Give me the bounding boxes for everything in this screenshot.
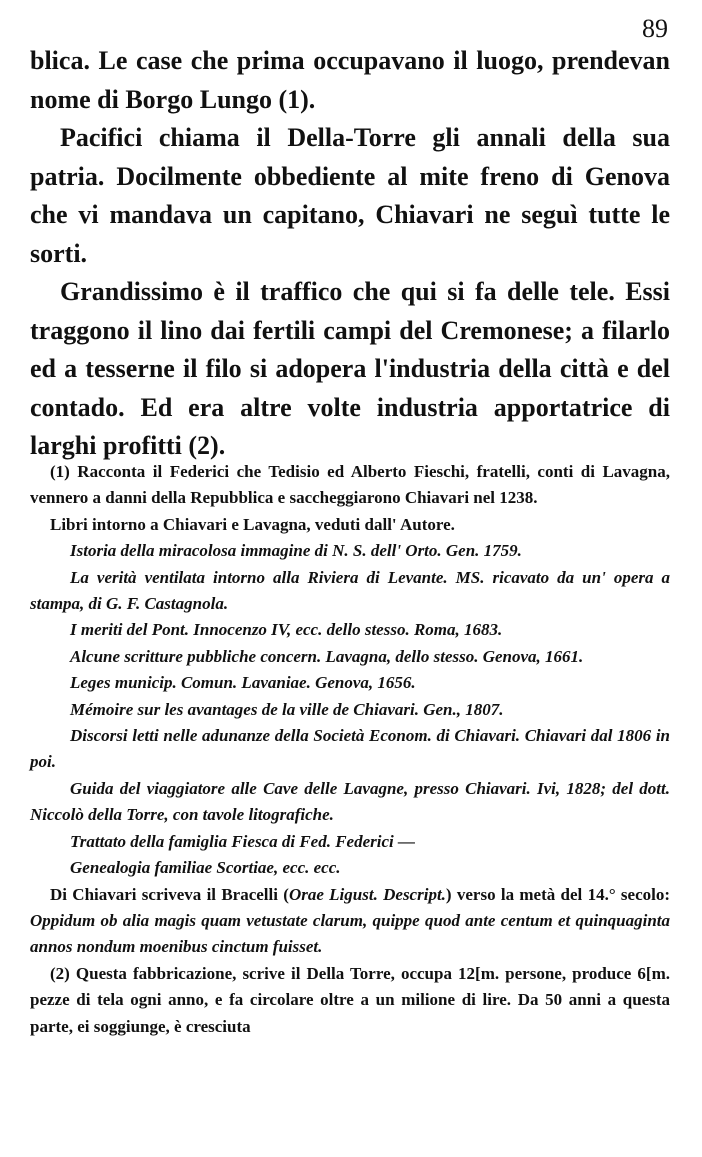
main-text [30, 42, 670, 466]
footnotes [30, 459, 670, 1040]
paragraph-2: Pacifici chiama il Della-Torre gli annali della sua patria. Docilmente obbediente al mite freno di Genova che vi mandava un capitano, Chiavari ne seguì tutte le sorti. [30, 123, 670, 268]
book-ref-7: Discorsi letti nelle adunanze della Società Econom. di Chiavari. Chiavari dal 1806 in poi. [30, 726, 670, 772]
books-heading: Libri intorno a Chiavari e Lavagna, veduti dall' Autore. [50, 514, 455, 534]
paragraph-3: Grandissimo è il traffico che qui si fa delle tele. Essi traggono il lino dai fertili campi del Cremonese; a filarlo ed a tesserne il filo si adopera l'industria della città e del contado. Ed era altre volte industria apportatrice di larghi profitti (2). [30, 277, 670, 460]
book-ref-5: Leges municip. Comun. Lavaniae. Genova, 1656. [70, 673, 416, 693]
book-ref-4: Alcune scritture pubbliche concern. Lavagna, dello stesso. Genova, 1661. [70, 646, 584, 666]
book-ref-6: Mémoire sur les avantages de la ville de Chiavari. Gen., 1807. [70, 699, 504, 719]
footnote-2: (2) Questa fabbricazione, scrive il Della Torre, occupa 12[m. persone, produce 6[m. pezze di tela ogni anno, e fa circolare oltre a un milione di lire. Da 50 anni a questa parte, ei soggiunge, è cresciuta [30, 963, 670, 1036]
book-ref-10: Genealogia familiae Scortiae, ecc. ecc. [70, 858, 341, 878]
book-ref-8: Guida del viaggiatore alle Cave delle Lavagne, presso Chiavari. Ivi, 1828; del dott. Niccolò della Torre, con tavole litografiche. [30, 778, 670, 825]
bracelli-reference: Orae Ligust. Descript. [288, 884, 446, 904]
bracelli-text-b: ) verso la metà del 14.° secolo: [445, 884, 671, 904]
book-ref-3: I meriti del Pont. Innocenzo IV, ecc. dello stesso. Roma, 1683. [70, 620, 503, 640]
paragraph-1: blica. Le case che prima occupavano il luogo, prendevan nome di Borgo Lungo (1). [30, 46, 670, 114]
bracelli-note [30, 882, 670, 961]
book-ref-1: Istoria della miracolosa immagine di N. S. dell' Orto. Gen. 1759. [70, 541, 522, 561]
page-number: 89 [642, 14, 668, 43]
book-ref-2: La verità ventilata intorno alla Riviera di Levante. MS. ricavato da un' opera a stampa, di G. F. Castagnola. [30, 567, 670, 614]
bracelli-quote: Oppidum ob alia magis quam vetustate clarum, quippe quod ante centum et quinquaginta annos nondum moenibus cinctum fuisset. [30, 910, 670, 957]
book-ref-9: Trattato della famiglia Fiesca di Fed. Federici — [70, 831, 415, 851]
footnote-1: (1) Racconta il Federici che Tedisio ed Alberto Fieschi, fratelli, conti di Lavagna, vennero a danni della Repubblica e saccheggiarono Chiavari nel 1238. [30, 462, 670, 508]
bracelli-text-a: Di Chiavari scriveva il Bracelli ( [50, 884, 289, 904]
